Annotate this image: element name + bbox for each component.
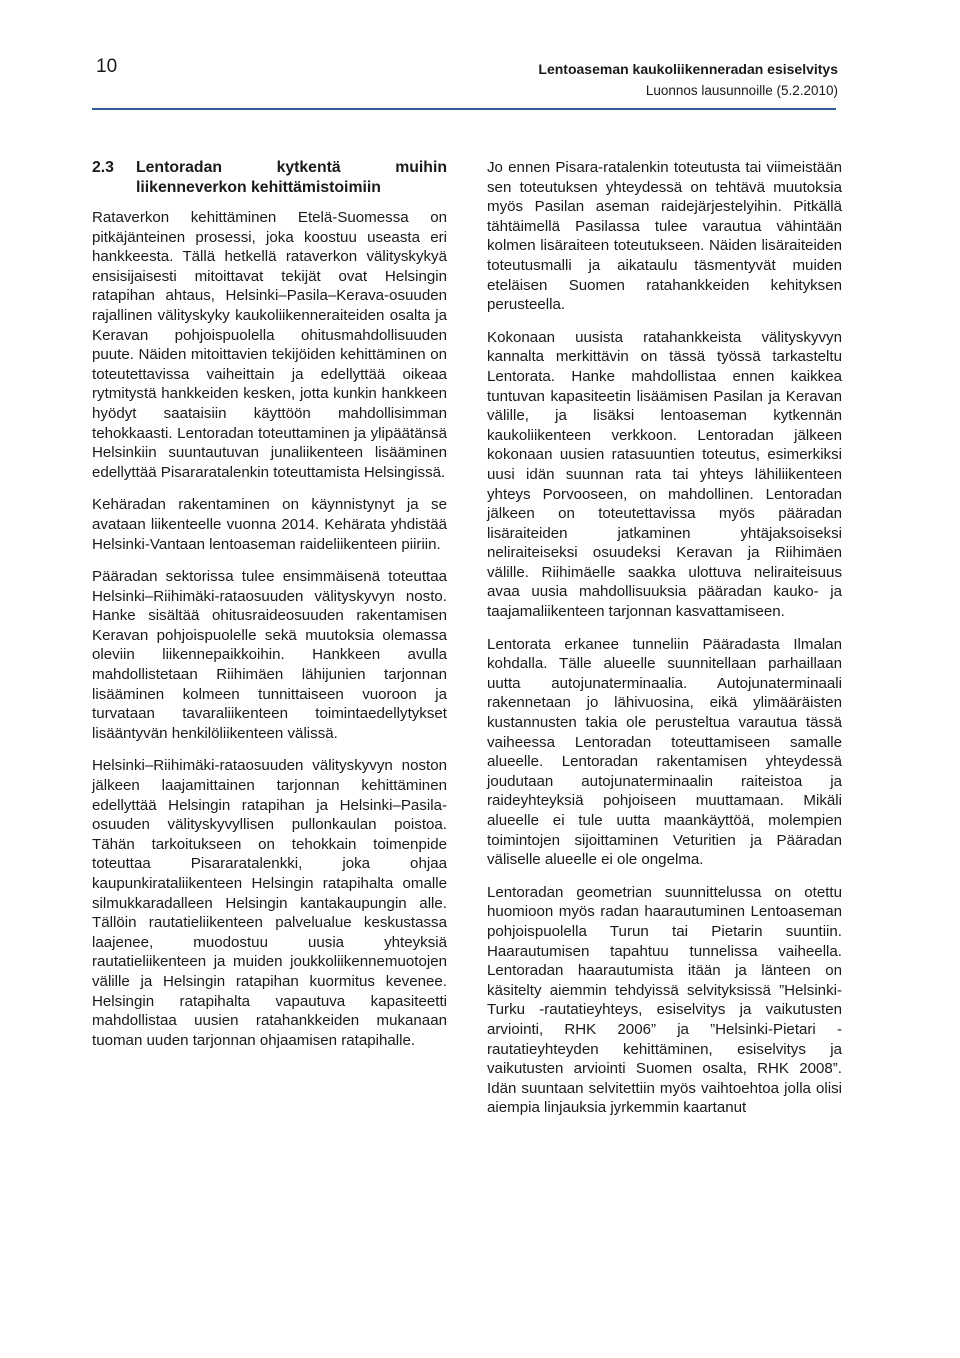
right-column (487, 158, 842, 1131)
paragraph: Pääradan sektorissa tulee ensimmäisenä toteuttaa Helsinki–Riihimäki-rataosuuden välityskyvyn nosto. Hanke sisältää ohitusraideosuuden rakentamisen Keravan pohjoispuolelle sekä muutoksia olemassa oleviin liikennepaikkoihin. Hankkeen avulla mahdollistetaan Riihimäen lähijunien tarjonnan lisääminen kolmeen tunnittaiseen vuoroon ja turvataan tavaraliikenteen toimintaedellytykset lisääntyvän henkilöliikenteen välissä. (92, 568, 447, 742)
section-title: Lentoradan kytkentä muihin liikenneverkon kehittämistoimiin (136, 159, 447, 196)
left-column (92, 158, 447, 1063)
header-divider (92, 108, 836, 110)
section-number: 2.3 (92, 159, 114, 176)
section-heading (92, 158, 447, 198)
paragraph: Kokonaan uusista ratahankkeista välityskyvyn kannalta merkittävin on tässä työssä tarkasteltu Lentorata. Hanke mahdollistaa ennen kaikkea tuntuvan kapasiteetin lisäämisen Pasilan ja Keravan välille, ja lisäksi lentoaseman kytkennän kaukoliikenteen verkkoon. Lentoradan jälkeen kokonaan uusien ratasuuntien toteutus, esimerkiksi uusi idän suunnan rata tai yhteys lähiliikenteen yhteys Porvooseen, on mahdollinen. Lentoradan jälkeen on toteutettavissa myös pääradan lisäraiteiden jatkaminen yhtäjaksoiseksi neliraiteiseksi osuudeksi Keravan ja Riihimäen välille. Riihimäelle saakka ulottuva neliraiteisuus avaa uusia mahdollisuuksia pääradan kauko- ja taajamaliikenteen tarjonnan kasvattamiseen. (487, 328, 842, 621)
paragraph: Lentoradan geometrian suunnittelussa on otettu huomioon myös radan haarautuminen Lentoaseman pohjoispuolella Turun tai Pietarin suuntiin. Haarautumisen tapahtuu tunnelissa vaiheella. Lentoradan haarautumista itään ja länteen on käsitelty aiemmin tehdyissä selvityksissä ”Helsinki-Turku -rautatieyhteys, esiselvitys ja vaikutusten arviointi, RHK 2006” ja ”Helsinki-Pietari -rautatieyhteyden kehittäminen, esiselvitys ja vaikutusten arviointi Suomen osalta, RHK 2008”. Idän suuntaan selvitettiin myös vaihtoehtoa jolla olisi aiempia linjauksia jyrkemmin kaartanut (487, 883, 842, 1117)
paragraph: Jo ennen Pisara-ratalenkin toteutusta tai viimeistään sen toteutuksen yhteydessä on tehtävä muutoksia myös Pasilan aseman raidejärjestelyihin. Pitkällä tähtäimellä Pasilassa tulee varautua vähintään kolmen lisäraiteen toteutukseen. Näiden lisäraiteiden toteutusmalli ja aikataulu täsmentyvät muiden eteläisen Suomen ratahankkeiden kehityksen perusteella. (487, 159, 842, 314)
running-header (538, 58, 838, 102)
page-number: 10 (96, 56, 118, 77)
paragraph: Rataverkon kehittäminen Etelä-Suomessa on pitkäjänteinen prosessi, joka koostuu useasta eri hankkeesta. Tällä hetkellä rataverkon välityskykyä ensisijaisesti mitoittavat tekijät ovat Helsingin ratapihan ahtaus, Helsinki–Pasila–Kerava-osuuden rajallinen välityskyky kaukoliikenneraiteiden osalta ja Keravan pohjoispuolella ohitusmahdollisuuden puute. Näiden mitoittavien tekijöiden kehittäminen on toteutettavissa vaiheittain ja edellyttää oikeaa rytmitystä hankkeiden kesken, jotta kunkin hankkeen hyödyt saataisiin käyttöön mahdollisimman tehokkaasti. Lentoradan toteuttaminen ja ylipäätänsä Helsinkiin suuntautuvan junaliikenteen lisääminen edellyttää Pisararatalenkin toteuttamista Helsingissä. (92, 209, 447, 481)
paragraph: Kehäradan rakentaminen on käynnistynyt ja se avataan liikenteelle vuonna 2014. Kehärata yhdistää Helsinki-Vantaan lentoaseman raideliikenteen piiriin. (92, 496, 447, 553)
document-title: Lentoaseman kaukoliikenneradan esiselvitys (538, 61, 838, 77)
paragraph: Helsinki–Riihimäki-rataosuuden välityskyvyn noston jälkeen laajamittainen tarjonnan kehittäminen edellyttää Helsingin ratapihan ja Helsinki–Pasila-osuuden välityskyvyllisen pullonkaulan poistoa. Tähän tarkoitukseen on tehokkain toimenpide toteuttaa Pisararatalenkki, joka ohjaa kaupunkirataliikenteen Helsingin ratapihalta omalle silmukkaradalleen Helsingin kantakaupungin alle. Tällöin rautatieliikenteen palvelualue keskustassa laajenee, muodostuu uusia yhteyksiä rautatieliikenteen ja muiden joukkoliikennemuotojen välille ja Helsingin ratapihan kuormitus kevenee. Helsingin ratapihalta vapautuva kapasiteetti mahdollistaa uusien ratahankkeiden mukanaan tuoman uuden tarjonnan ohjaamisen ratapihalle. (92, 757, 447, 1049)
document-subtitle: Luonnos lausunnoille (5.2.2010) (645, 83, 838, 98)
paragraph: Lentorata erkanee tunneliin Pääradasta Ilmalan kohdalla. Tälle alueelle suunnitellaan parhaillaan uutta autojunaterminaalia. Autojunaterminaali rakennetaan jo lähivuosina, eikä ylimääräisten kustannusten takia ole perusteltua varautua tässä vaiheessa Lentoradan toteuttamiseen samalle alueelle. Lentoradan rakentamisen yhteydessä joudutaan autojunaterminaalin raiteistoa ja raideyhteyksiä pohjoiseen muuttamaan. Mikäli alueelle ei tule uutta maankäyttöä, molempien toimintojen sijoittaminen Veturitien ja Pääradan väliselle alueelle ei ole ongelma. (487, 635, 842, 869)
